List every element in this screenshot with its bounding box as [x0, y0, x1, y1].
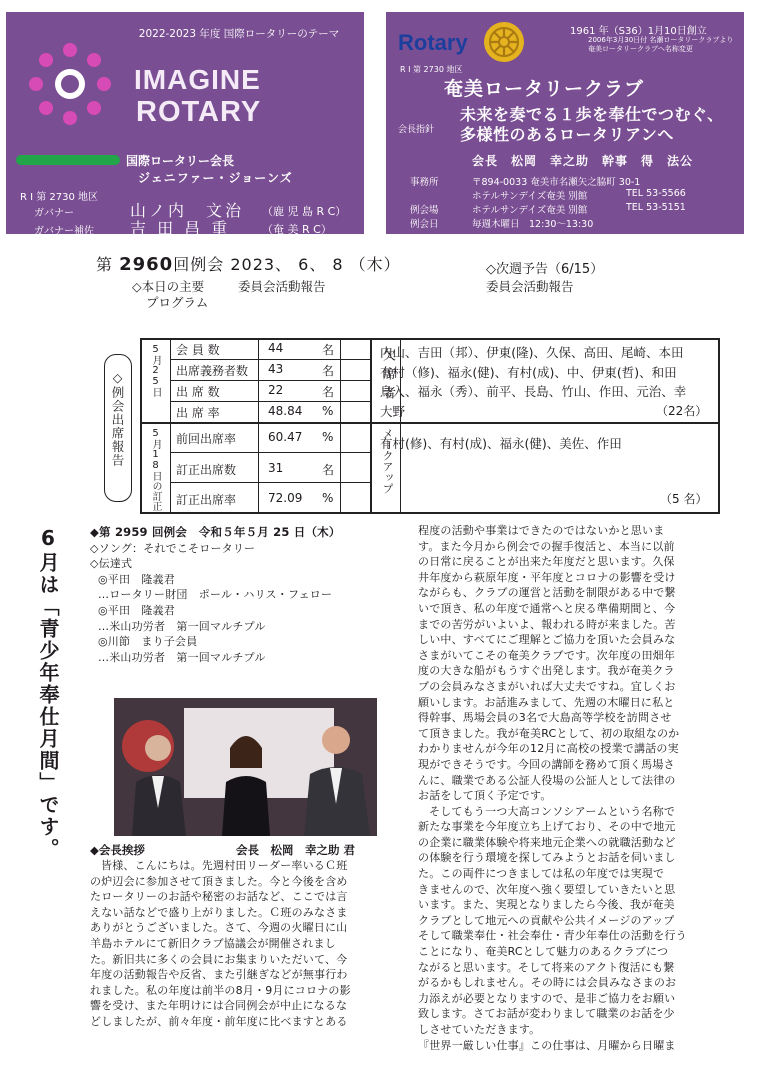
attendance-row-value: 48.84 [268, 404, 303, 418]
greeting-line: す。また今月から例会での握手復活と、本当に以前 [418, 539, 675, 553]
rotary-logo-word: Rotary [398, 30, 468, 55]
office-label: 事務所 [410, 177, 439, 188]
meeting-day: 毎週木曜日 12:30～13:30 [472, 219, 594, 230]
accent-bar [16, 155, 120, 165]
assistant-governor-name: 吉 田 昌 重 [130, 219, 231, 238]
greeting-line: の日常に戻ることが出来た年度だと思います。久保 [418, 555, 675, 569]
attendance-row-unit: 名 [322, 343, 335, 357]
absent-label: 欠席者 [380, 348, 395, 405]
correction-row-value: 60.47 [268, 430, 303, 444]
correction-row-value: 72.09 [268, 491, 303, 505]
greeting-heading: ◆会長挨拶 [90, 843, 145, 857]
venue-tel: TEL 53-5151 [626, 202, 686, 213]
makeup-list: 有村(修)、有村(成)、福永(健)、美佐、作田 [380, 436, 622, 451]
club-officers: 会長 松岡 幸之助 幹事 得 法公 [472, 154, 694, 168]
office-address: 〒894-0033 奄美市名瀬矢之脇町 30-1 [472, 177, 641, 188]
greeting-line: 程度の活動や事業はできたのではないかと思いま [418, 524, 665, 537]
greeting-line: そしてもう一つ大高コンソシアームという名称で [429, 804, 676, 818]
meeting-date: 2023、 6、 8 （木） [230, 255, 401, 274]
greeting-line: 皆様、こんにちは。先週村田リーダー率いるＣ班 [101, 859, 348, 872]
district-label: R I 第 2730 地区 [400, 65, 463, 74]
next-week-label: ◇次週予告（6/15） [486, 262, 604, 277]
absent-list: 内山、吉田（邦）、伊東(隆)、久保、高田、尾崎、本田 有村（修)、福永(健)、有村(成)、中、伊東(哲)、和田 鳥入、福永（秀）、前平、長島、竹山、作田、元治、幸 大野 [380, 345, 687, 419]
attendance-row-value: 44 [268, 341, 284, 355]
greeting-text-right [418, 523, 744, 1053]
attendance-row-label: 出席義務者数 [176, 364, 249, 378]
attendance-table [100, 338, 720, 518]
greeting-line: ブの会員みなさまがいれば大丈夫ですね。宜しくお [418, 679, 676, 693]
greeting-line: 響を受け、また年明けには合同例会が中止になるな [90, 999, 348, 1013]
attendance-row-label: 出 席 率 [176, 406, 220, 420]
absent-count: （22名） [656, 404, 708, 418]
program-label: ◇本日の主要 [132, 279, 205, 294]
greeting-line: 羊島ホテルにて新旧クラブ協議会が開催されまし [90, 936, 336, 950]
month-theme: 6月は「青少年奉仕月間」です。 [36, 526, 60, 860]
attendance-row-label: 出 席 数 [176, 385, 220, 399]
founded-date: 1961 年（S36）1月10日創立 [570, 26, 707, 37]
ri-president-name: ジェニファー・ジョーンズ [138, 171, 293, 185]
governor-club: （鹿 児 島 R C） [262, 205, 347, 218]
theme-line-1: IMAGINE [134, 64, 261, 95]
award-photo [114, 698, 377, 836]
greeting-text-left [90, 858, 408, 1030]
greeting-line: きませんので、次年度へ強く要望していきたいと思 [418, 882, 676, 896]
greeting-line: までの苦労がいよいよ、報われる時が来ました。苦 [418, 617, 676, 631]
greeting-line: 願いします。お話進みまして、先週の木曜日に私と [418, 695, 675, 709]
attendance-row-value: 43 [268, 362, 284, 376]
greeting-line: 得幹事、馬場会員の3名で大島高等学校を訪問させ [418, 711, 672, 725]
office-tel: TEL 53-5566 [626, 188, 686, 199]
next-week-program: 委員会活動報告 [486, 279, 574, 294]
greeting-line: の体験を行う環境を探してみようとお話を伺いまし [418, 851, 676, 865]
correction-row-label: 前回出席率 [176, 432, 237, 446]
makeup-count: （5 名） [660, 492, 708, 506]
greeting-line: しさせていただきます。 [418, 1023, 541, 1036]
award-photo-illustration [114, 698, 377, 836]
award-list: ◎平田 隆義君 …ロータリー財団 ポール・ハリス・フェロー ◎平田 隆義君 …米山功労者 第一回マルチプル ◎川節 まり子会員 …米山功労者 第一回マルチプル [98, 572, 333, 664]
club-header-box [386, 12, 744, 234]
greeting-line: たロータリーのお話や秘密のお話など、ここでは言 [90, 890, 348, 904]
attendance-row-unit: 名 [322, 364, 335, 378]
district-label: R I 第 2730 地区 [20, 192, 99, 203]
motto-line-1: 未来を奏でる１歩を奉仕でつむぐ、 [460, 105, 724, 124]
greeting-speaker: 会長 松岡 幸之助 君 [236, 843, 356, 857]
correction-row-unit: % [322, 491, 334, 505]
theme-caption: 2022-2023 年度 国際ロータリーのテーマ [138, 28, 340, 40]
previous-meeting-report [90, 525, 400, 665]
greeting-line: 『世界一厳しい仕事』この仕事は、月曜から日曜ま [418, 1038, 676, 1052]
greeting-line: 井年度から萩原年度・平年度とコロナの影響を受け [418, 570, 676, 584]
greeting-line: がるかもしれません。その時には会員みなさまのお [418, 976, 677, 990]
greeting-line: んに、職業である公証人役場の公証人として法律の [418, 773, 676, 787]
correction-row-value: 31 [268, 461, 284, 475]
motto-line-2: 多様性のあるロータリアンへ [460, 125, 674, 144]
attendance-row-unit: % [322, 404, 334, 418]
greeting-line: ありがとうございました。さて、今週の火曜日に山 [90, 921, 348, 935]
greeting-line: います。また、実現となりましたら今後、我が奄美 [418, 898, 675, 912]
theme-line-2: ROTARY [136, 96, 262, 128]
theme-header-box [6, 12, 364, 238]
rotary-wheel-icon [482, 20, 526, 64]
greeting-line: さまがいてこその奄美クラブです。次年度の田畑年 [418, 648, 676, 662]
song: ◇ソング：それでこそロータリー [90, 541, 256, 555]
club-name: 奄美ロータリークラブ [444, 78, 645, 100]
imagine-rotary-flower-icon [26, 40, 114, 128]
greeting-line: 度の大きな船がもうすぐ出発します。我が奄美クラ [418, 664, 675, 678]
greeting-line: ながると思います。そして将来のアクト復活にも繋 [418, 960, 675, 974]
correction-row-unit: % [322, 430, 334, 444]
rename-note: 2006年3月30日付 名瀬ロータリークラブより 奄美ロータリークラブへ名称変更 [588, 36, 734, 53]
greeting-line: 致します。さてお話が変わりまして職業のお話を少 [418, 1007, 675, 1021]
greeting-line: た。新旧共に多くの会員にお集まりいただいて、今 [90, 952, 348, 966]
attendance-section-label: ◇例会出席報告 [110, 370, 125, 467]
correction-date: 5月18日の訂正 [150, 428, 161, 511]
greeting-line: お話をして頂く予定です。 [418, 789, 552, 803]
greeting-line: た。この両件につきましては私の年度では実現で [418, 867, 665, 881]
ri-president-title: 国際ロータリー会長 [126, 154, 235, 168]
venue: ホテルサンデイズ奄美 別館 [472, 205, 588, 216]
report-heading: ◆第 2959 回例会 令和５年５月 25 日（木） [90, 525, 341, 539]
greeting-line: いで頂き、私の年度で通常へと戻る準備期間と、今 [418, 601, 676, 615]
greeting-line: 新たな事業を今年度立ち上げており、その中で地元 [418, 820, 676, 834]
attendance-row-value: 22 [268, 383, 284, 397]
correction-row-label: 訂正出席率 [176, 493, 237, 507]
program-label-2: プログラム [146, 295, 209, 310]
greeting-line: ことになり、奄美RCとして魅力のあるクラブにつ [418, 945, 669, 959]
assistant-governor-label: ガバナー補佐 [34, 226, 94, 237]
governor-name: 山ノ内 文治 [130, 201, 245, 220]
makeup-label: メークアップ [381, 428, 394, 494]
program: 委員会活動報告 [238, 279, 326, 294]
office-address-2: ホテルサンデイズ奄美 別館 [472, 191, 588, 202]
greeting-line: の炉辺会に参加させて頂きました。今と今後を含め [90, 874, 348, 888]
meeting-day-label: 例会日 [410, 219, 439, 230]
governor-label: ガバナー [34, 208, 74, 219]
greeting-line: ながらも、クラブの運営と活動を制限がある中で繋 [418, 586, 676, 600]
greeting-line: 年度の活動報告や反省、また引継ぎなどが無事行わ [90, 968, 348, 982]
greeting-line: えない話などで盛り上がりました。Ｃ班のみなさま [90, 905, 348, 919]
greeting-line: の企業に職業体験や将来地元企業への就職活動など [418, 835, 676, 849]
venue-label: 例会場 [410, 205, 439, 216]
greeting-line: そして職業奉仕・社会奉仕・青少年奉仕の活動を行う [418, 929, 687, 943]
greeting-line: しい中、すべてにご理解とご協力を頂いた会員みな [418, 633, 676, 647]
greeting-line: 力添えが必要となりますので、是非ご協力をお願い [418, 991, 676, 1005]
correction-row-label: 訂正出席数 [176, 463, 237, 477]
greeting-line: どしましたが、前々年度・前年度に比べますとある [90, 1014, 348, 1028]
attendance-date: 5月25日 [150, 344, 161, 397]
greeting-line: 現ができそうです。今回の講師を務めて頂く馬場さ [418, 757, 675, 771]
attendance-row-unit: 名 [322, 385, 335, 399]
greeting-line: クラブとして地元への貢献や公共イメージのアップ [418, 913, 675, 927]
greeting-line: わかりませんが今年の12月に高校の授業で講話の実 [418, 742, 679, 756]
assistant-governor-club: （奄 美 R C） [262, 223, 332, 236]
greeting-line: て頂きました。我が奄美RCとして、初の取組なのか [418, 726, 680, 740]
meeting-title: 第 2960回例会 2023、 6、 8 （木） [96, 254, 401, 275]
correction-row-unit: 名 [322, 463, 335, 477]
greeting-line: れました。私の年度は前半の8月・9月にコロナの影 [90, 983, 351, 997]
attendance-row-label: 会 員 数 [176, 343, 220, 357]
award-label: ◇伝達式 [90, 557, 133, 571]
policy-label: 会長指針 [398, 125, 435, 135]
